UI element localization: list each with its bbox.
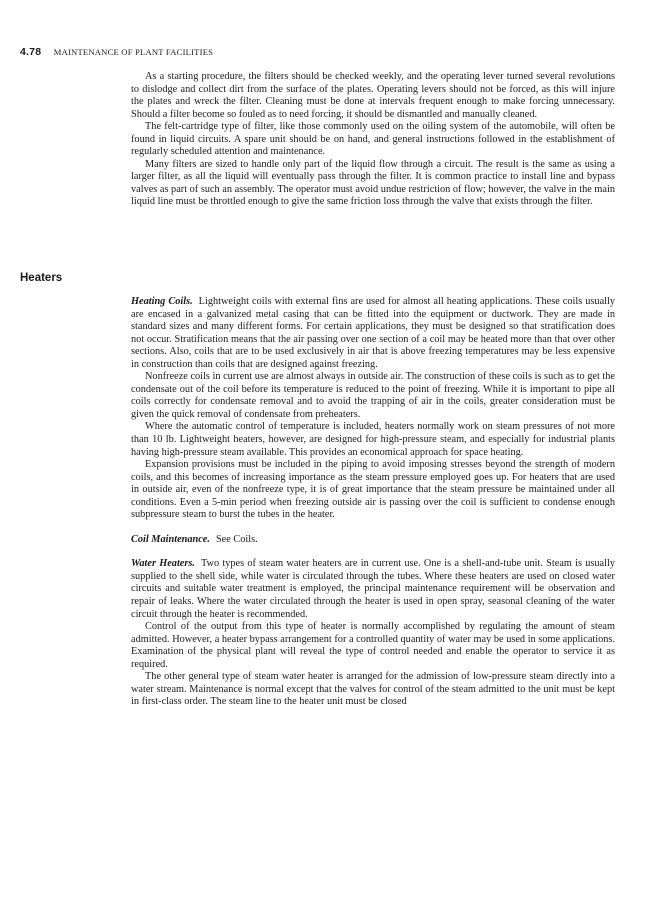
coil-maintenance-paragraph bbox=[131, 534, 615, 547]
running-title: MAINTENANCE OF PLANT FACILITIES bbox=[53, 47, 214, 57]
paragraph: Control of the output from this type of heater is normally accomplished by regulating the amount of steam admitted. However, a heater bypass arrangement for a controlled quantity of water may be used in some applications. Examination of the physical plant will reveal the type of control needed and enable the operator to service it as required. bbox=[131, 621, 615, 670]
paragraph: Where the automatic control of temperature is included, heaters normally work on steam pressures of not more than 10 lb. Lightweight heaters, however, are designed for high-pressure steam, and especially for industrial plants having high-pressure steam available. This provides an economical approach for space heating. bbox=[131, 421, 615, 458]
paragraph-text: Lightweight coils with external fins are used for almost all heating applications. These coils usually are encased in a galvanized metal casing that can be fitted into the equipment or ductwork. They are made in standard sizes and many different forms. For certain applications, they must be designed so that stratification does not occur. Stratification means that the air passing over one section of a coil may be heated more than that over other sections. Also, coils that are to be used exclusively in air that is above freezing temperatures may be less expensive in construction than coils that are designed against freezing. bbox=[131, 296, 616, 370]
paragraph: The felt-cartridge type of filter, like those commonly used on the oiling system of the automobile, will often be found in liquid circuits. A spare unit should be on hand, and general instructions followed in the establishment of regularly scheduled attention and maintenance. bbox=[131, 121, 615, 158]
page-number: 4.78 bbox=[20, 46, 42, 58]
paragraph: The other general type of steam water heater is arranged for the admission of low-pressure steam directly into a water stream. Maintenance is normal except that the valves for control of the steam admitted to the unit must be kept in first-class order. The steam line to the heater unit must be closed bbox=[131, 671, 615, 708]
paragraph: Expansion provisions must be included in the piping to avoid imposing stresses beyond the strength of modern coils, and this becomes of increasing importance as the steam pressure employed goes up. For heaters that are used in outside air, even of the nonfreeze type, it is of great importance that the steam pressure be maintained under all conditions. Even a 5-min period when freezing outside air is passing over the coil is sufficient to condense enough subpressure steam to burst the tubes in the heater. bbox=[131, 459, 615, 521]
subsection-title-heating-coils: Heating Coils. bbox=[131, 296, 193, 307]
subsection-title-water-heaters: Water Heaters. bbox=[131, 558, 195, 570]
filters-text-block bbox=[131, 71, 615, 209]
paragraph: Many filters are sized to handle only part of the liquid flow through a circuit. The result is the same as using a larger filter, as all the liquid will eventually pass through the filter. It is common practice to install line and bypass valves as part of such an assembly. The operator must avoid undue restriction of flow; however, the valve in the main liquid line must be throttled enough to give the same friction loss through the valve that exists through the filter. bbox=[131, 158, 615, 208]
running-head bbox=[20, 46, 640, 58]
paragraph-text: See Coils. bbox=[215, 533, 258, 545]
paragraph: Nonfreeze coils in current use are almost always in outside air. The construction of these coils is such as to get the condensate out of the coil before its temperature is reduced to the point of freezing. While it is important to pipe all coils correctly for condensate removal and to avoid the trapping of air in the coils, greater consideration must be given the quick removal of condensate from preheaters. bbox=[131, 371, 615, 420]
subsection-title-coil-maintenance: Coil Maintenance. bbox=[131, 533, 210, 545]
paragraph-text: Two types of steam water heaters are in current use. One is a shell-and-tube unit. Steam is usually supplied to the shell side, while water is circulated through the tubes. Where these heaters are used on closed water circuits and suitable water treatment is employed, the principal maintenance requirement will be observation and repair of leaks. Where the water circulated through the heater is used in open spray, seasonal cleaning of the water circuit through the heater is recommended. bbox=[131, 558, 615, 620]
water-heaters-paragraph bbox=[131, 558, 615, 621]
section-heading-heaters: Heaters bbox=[20, 272, 63, 284]
heaters-text-block bbox=[131, 296, 615, 709]
paragraph: As a starting procedure, the filters should be checked weekly, and the operating lever turned several revolutions to dislodge and collect dirt from the surface of the plates. Operating levers should not be forced, as this will injure the plates and wreck the filter. Cleaning must be done at intervals frequent enough to make forcing unnecessary. Should a filter become so fouled as to need forcing, it should be dismantled and manually cleaned. bbox=[131, 71, 615, 120]
heating-coils-paragraph bbox=[131, 296, 615, 371]
